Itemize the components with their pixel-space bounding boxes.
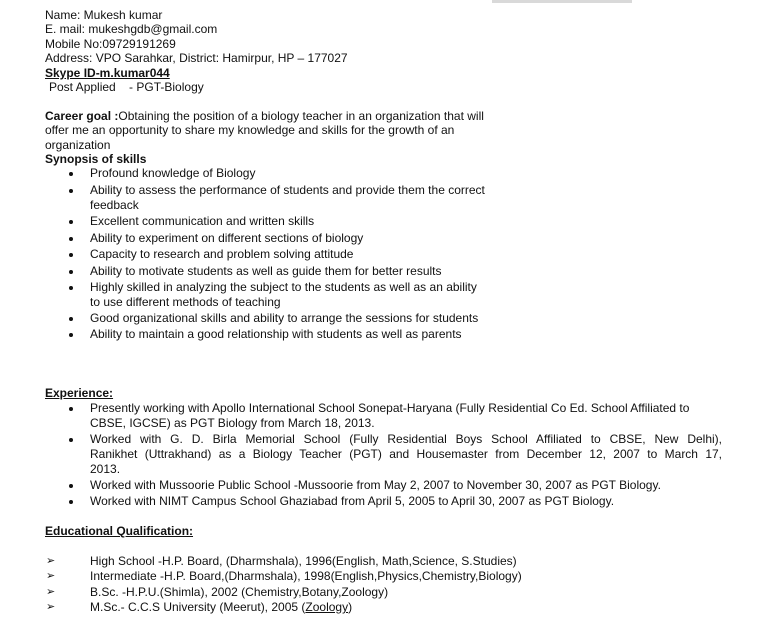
skill-item: Capacity to research and problem solving attitude [90,247,354,261]
bullet-dot [69,172,73,176]
top-divider [492,0,632,3]
experience-item-continued: 2013. [90,462,121,476]
bullet-dot [69,317,73,321]
skill-item: Profound knowledge of Biology [90,166,256,180]
contact-name: Name: Mukesh kumar [45,8,163,22]
contact-email: E. mail: mukeshgdb@gmail.com [45,22,218,36]
skill-item-continued: feedback [90,198,139,212]
msc-suffix: ) [348,600,353,614]
skill-item-continued: to use different methods of teaching [90,295,281,309]
contact-address: Address: VPO Sarahkar, District: Hamirpur, HP – 177027 [45,51,348,65]
skill-item: Ability to maintain a good relationship with students as well as parents [90,327,462,341]
bullet-dot [69,253,73,257]
education-item: B.Sc. -H.P.U.(Shimla), 2002 (Chemistry,Botany,Zoology) [90,585,389,599]
experience-item: Worked with NIMT Campus School Ghaziabad from April 5, 2005 to April 30, 2007 as PGT Biology. [90,494,615,508]
career-goal-line-1 [45,109,484,124]
bullet-dot [69,500,73,504]
career-goal-text-1: Obtaining the position of a biology teacher in an organization that will [118,109,484,123]
education-heading: Educational Qualification: [45,524,194,538]
experience-item: Worked with Mussoorie Public School -Mussoorie from May 2, 2007 to November 30, 2007 as PGT Biology. [90,478,661,492]
post-applied: Post Applied - PGT-Biology [49,80,204,94]
bullet-dot [69,220,73,224]
skill-item: Ability to motivate students as well as guide them for better results [90,264,442,278]
skills-heading: Synopsis of skills [45,152,147,166]
msc-prefix: M.Sc.- C.C.S University (Meerut), 2005 ( [90,600,306,614]
bullet-dot [69,189,73,193]
education-item [90,600,352,615]
career-goal-label: Career goal : [45,109,119,123]
arrow-bullet-icon: ➢ [46,555,56,567]
career-goal-text-3: organization [45,138,111,152]
skill-item: Highly skilled in analyzing the subject to the students as well as an ability [90,280,477,294]
education-item: Intermediate -H.P. Board,(Dharmshala), 1998(English,Physics,Chemistry,Biology) [90,569,522,583]
experience-item-continued: Ranikhet (Uttrakhand) as a Biology Teacher (PGT) and Housemaster from December 12, 2007 to March 17, [90,447,722,461]
bullet-dot [69,333,73,337]
skill-item: Ability to assess the performance of students and provide them the correct [90,183,485,197]
bullet-dot [69,237,73,241]
skill-item: Good organizational skills and ability to arrange the sessions for students [90,311,479,325]
bullet-dot [69,484,73,488]
experience-heading: Experience: [45,386,114,400]
education-item: High School -H.P. Board, (Dharmshala), 1996(English, Math,Science, S.Studies) [90,554,517,568]
contact-skype: Skype ID-m.kumar044 [45,66,170,80]
experience-item: Worked with G. D. Birla Memorial School (Fully Residential Boys School Affiliated to CBSE, New Delhi), [90,432,722,446]
bullet-dot [69,438,73,442]
msc-subject: Zoology [305,600,349,614]
contact-mobile: Mobile No:09729191269 [45,37,176,51]
arrow-bullet-icon: ➢ [46,586,56,598]
arrow-bullet-icon: ➢ [46,601,56,613]
bullet-dot [69,407,73,411]
arrow-bullet-icon: ➢ [46,570,56,582]
skill-item: Excellent communication and written skills [90,214,315,228]
skill-item: Ability to experiment on different sections of biology [90,231,364,245]
experience-item-continued: CBSE, IGCSE) as PGT Biology from March 18, 2013. [90,416,375,430]
experience-item: Presently working with Apollo International School Sonepat-Haryana (Fully Residential Co Ed. School Affiliated to [90,401,690,415]
career-goal-text-2: offer me an opportunity to share my knowledge and skills for the growth of an [45,123,455,137]
bullet-dot [69,286,73,290]
bullet-dot [69,270,73,274]
